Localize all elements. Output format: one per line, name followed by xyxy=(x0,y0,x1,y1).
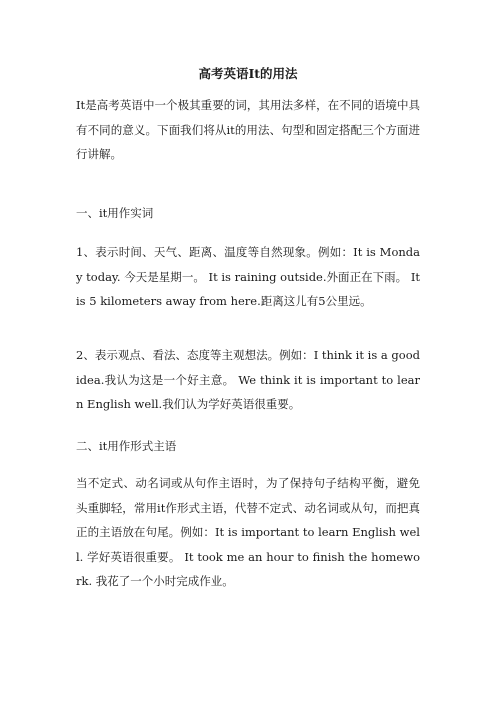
section-1-paragraph-1: 1、表示时间、天气、距离、温度等自然现象。例如：It is Monday today. 今天是星期一。 It is raining outside.外面正在下雨。 It is 5 kilometers away from here.距离这儿有5公里远。 xyxy=(76,245,420,308)
section-1-paragraph-2: 2、表示观点、看法、态度等主观想法。例如：I think it is a good idea.我认为这是一个好主意。 We think it is important to learn English well.我们认为学好英语很重要。 xyxy=(76,348,420,411)
section-2-paragraph-1: 当不定式、动名词或从句作主语时，为了保持句子结构平衡，避免头重脚轻，常用it作形式主语，代替不定式、动名词或从句，而把真正的主语放在句尾。例如：It is important to learn English well. 学好英语很重要。 It took me an hour to finish the homework. 我花了一个小时完成作业。 xyxy=(76,476,420,588)
intro-paragraph: It是高考英语中一个极其重要的词，其用法多样，在不同的语境中具有不同的意义。下面我们将从it的用法、句型和固定搭配三个方面进行讲解。 xyxy=(76,98,420,161)
section-heading-1: 一、it用作实词 xyxy=(76,206,154,220)
document-title: 高考英语It的用法 xyxy=(198,66,298,81)
section-heading-2: 二、it用作形式主语 xyxy=(76,439,177,453)
